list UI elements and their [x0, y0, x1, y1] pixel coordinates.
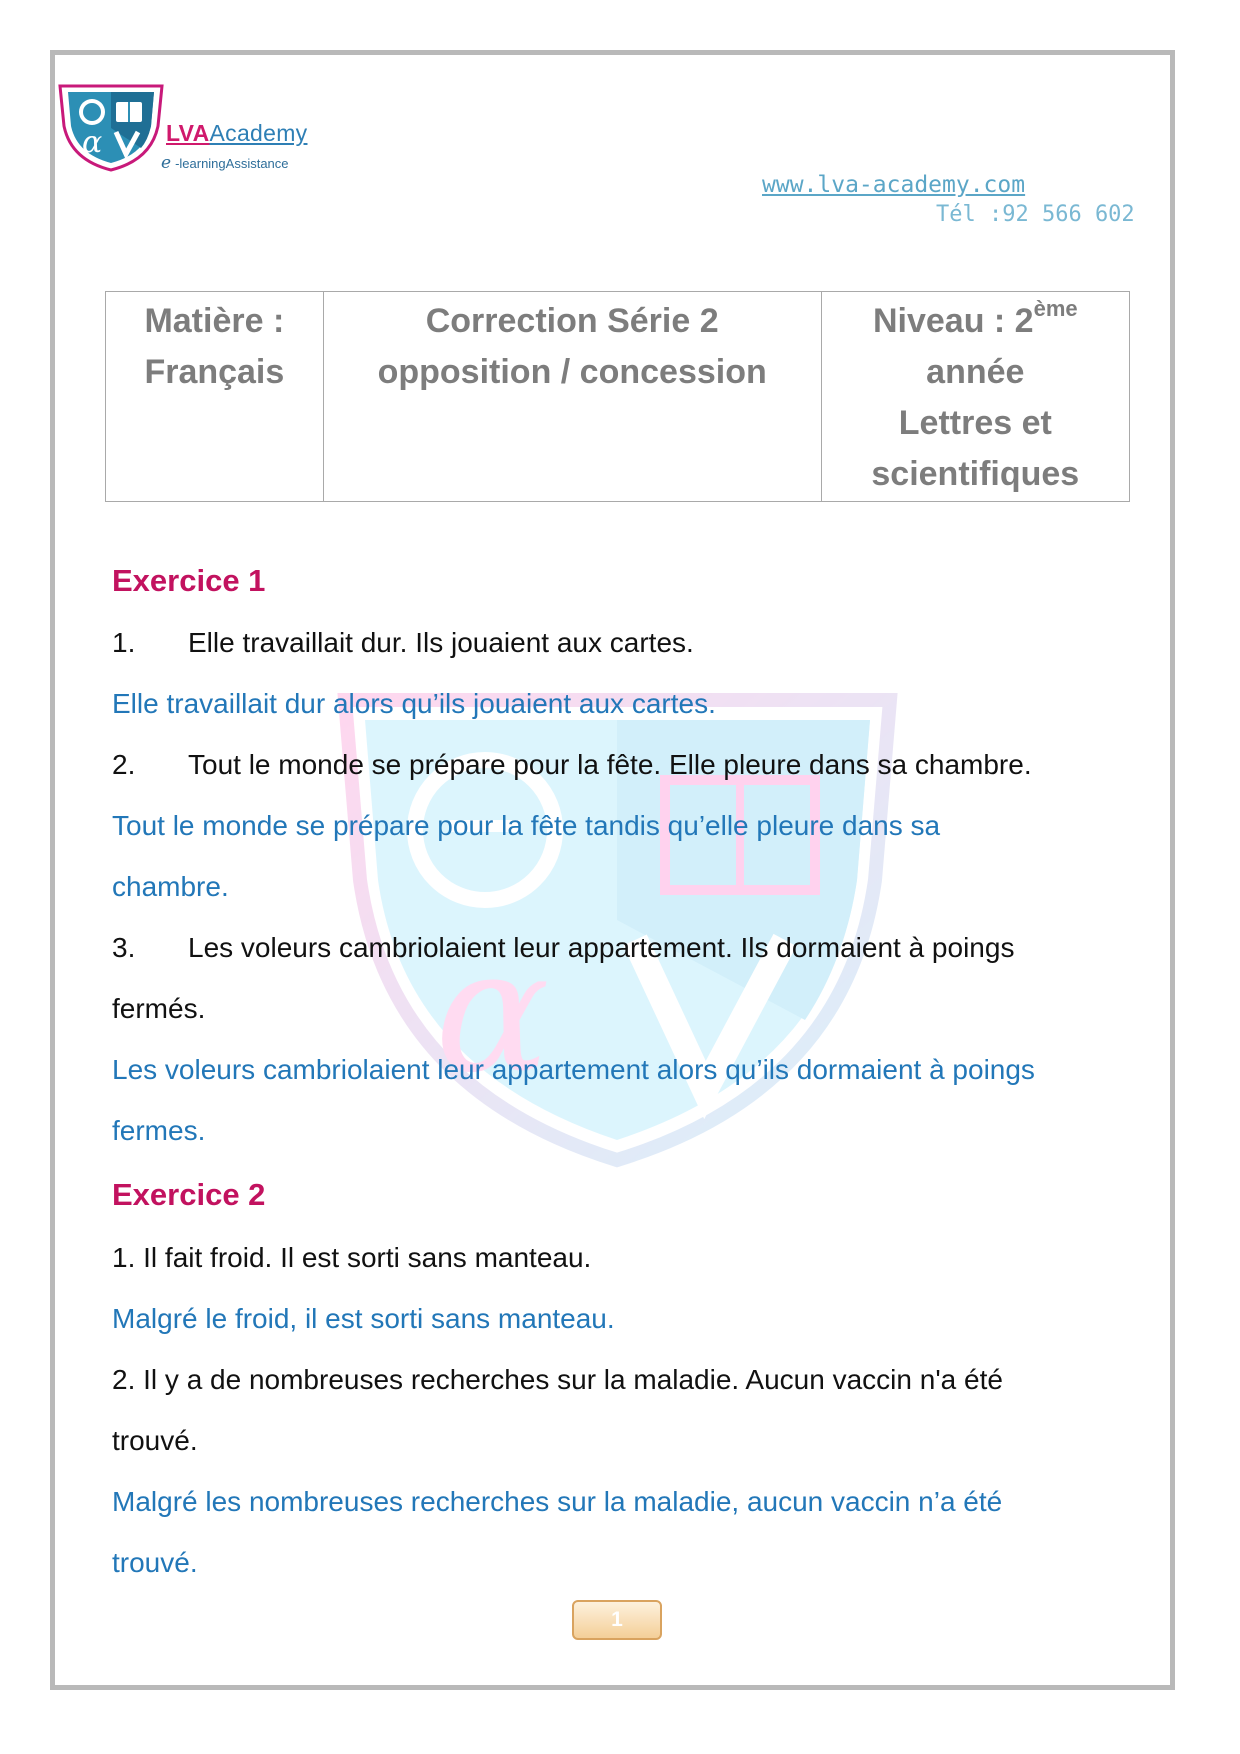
level-superscript: ème [1033, 295, 1078, 321]
question-text: Les voleurs cambriolaient leur appartement. Ils dormaient à poings [188, 932, 1015, 963]
svg-text:α: α [82, 125, 103, 160]
brand-name [166, 120, 307, 147]
exercise-2-question-1: 1. Il fait froid. Il est sorti sans manteau. [112, 1242, 592, 1273]
question-text: Tout le monde se prépare pour la fête. Elle pleure dans sa chambre. [188, 749, 1032, 780]
item-number: 3. [112, 932, 136, 963]
subject-cell [106, 292, 324, 502]
exercise-1-answer-3-line-1: Les voleurs cambriolaient leur appartement alors qu’ils dormaient à poings [112, 1054, 1035, 1085]
page-number: 1 [611, 1608, 623, 1631]
svg-text:α: α [435, 913, 550, 1111]
level-cell [821, 292, 1129, 502]
info-table [105, 291, 1130, 502]
page-number-badge [572, 1600, 662, 1640]
lva-academy-logo [56, 80, 166, 172]
title-cell [323, 292, 821, 502]
exercise-1-answer-1: Elle travaillait dur alors qu’ils jouaient aux cartes. [112, 688, 716, 719]
level-line-2: année [926, 353, 1025, 391]
series-title: Correction Série 2 [425, 302, 719, 340]
exercise-2-answer-1: Malgré le froid, il est sorti sans manteau. [112, 1303, 615, 1334]
question-text: Elle travaillait dur. Ils jouaient aux cartes. [188, 627, 694, 658]
tagline-text: -learningAssistance [175, 156, 289, 171]
brand-tagline [161, 153, 289, 173]
exercise-1-answer-3-line-2: fermes. [112, 1115, 206, 1146]
tagline-e-letter: e [161, 153, 172, 173]
item-number: 2. [112, 749, 136, 780]
series-subtitle: opposition / concession [377, 353, 767, 391]
exercise-1-question-3-line-1 [112, 932, 1014, 964]
info-table-row [106, 292, 1130, 502]
exercise-2-title: Exercice 2 [112, 1177, 266, 1212]
exercise-2-answer-2-line-2: trouvé. [112, 1547, 198, 1578]
subject-value: Français [144, 353, 285, 391]
exercise-1-question-3-line-2: fermés. [112, 993, 206, 1024]
level-prefix: Niveau : 2 [872, 302, 1034, 340]
exercise-1-title: Exercice 1 [112, 563, 266, 598]
exercise-1-answer-2-line-2: chambre. [112, 871, 229, 902]
exercise-2-answer-2-line-1: Malgré les nombreuses recherches sur la maladie, aucun vaccin n’a été [112, 1486, 1003, 1517]
brand-prefix: LVA [166, 120, 210, 146]
subject-label: Matière : [144, 302, 285, 340]
exercise-2-question-2-line-1: 2. Il y a de nombreuses recherches sur la maladie. Aucun vaccin n'a été [112, 1364, 1003, 1395]
exercise-1-question-2 [112, 749, 1032, 781]
level-line-1 [823, 296, 1128, 347]
exercise-1-question-1 [112, 627, 694, 659]
item-number: 1. [112, 627, 136, 658]
website-link[interactable]: www.lva-academy.com [762, 172, 1026, 198]
phone-number: Tél :92 566 602 [936, 202, 1135, 227]
level-line-4: scientifiques [871, 455, 1080, 493]
exercise-2-question-2-line-2: trouvé. [112, 1425, 198, 1456]
exercise-1-answer-2-line-1: Tout le monde se prépare pour la fête tandis qu’elle pleure dans sa [112, 810, 941, 841]
brand-suffix: Academy [209, 120, 308, 146]
level-line-3: Lettres et [898, 404, 1052, 442]
